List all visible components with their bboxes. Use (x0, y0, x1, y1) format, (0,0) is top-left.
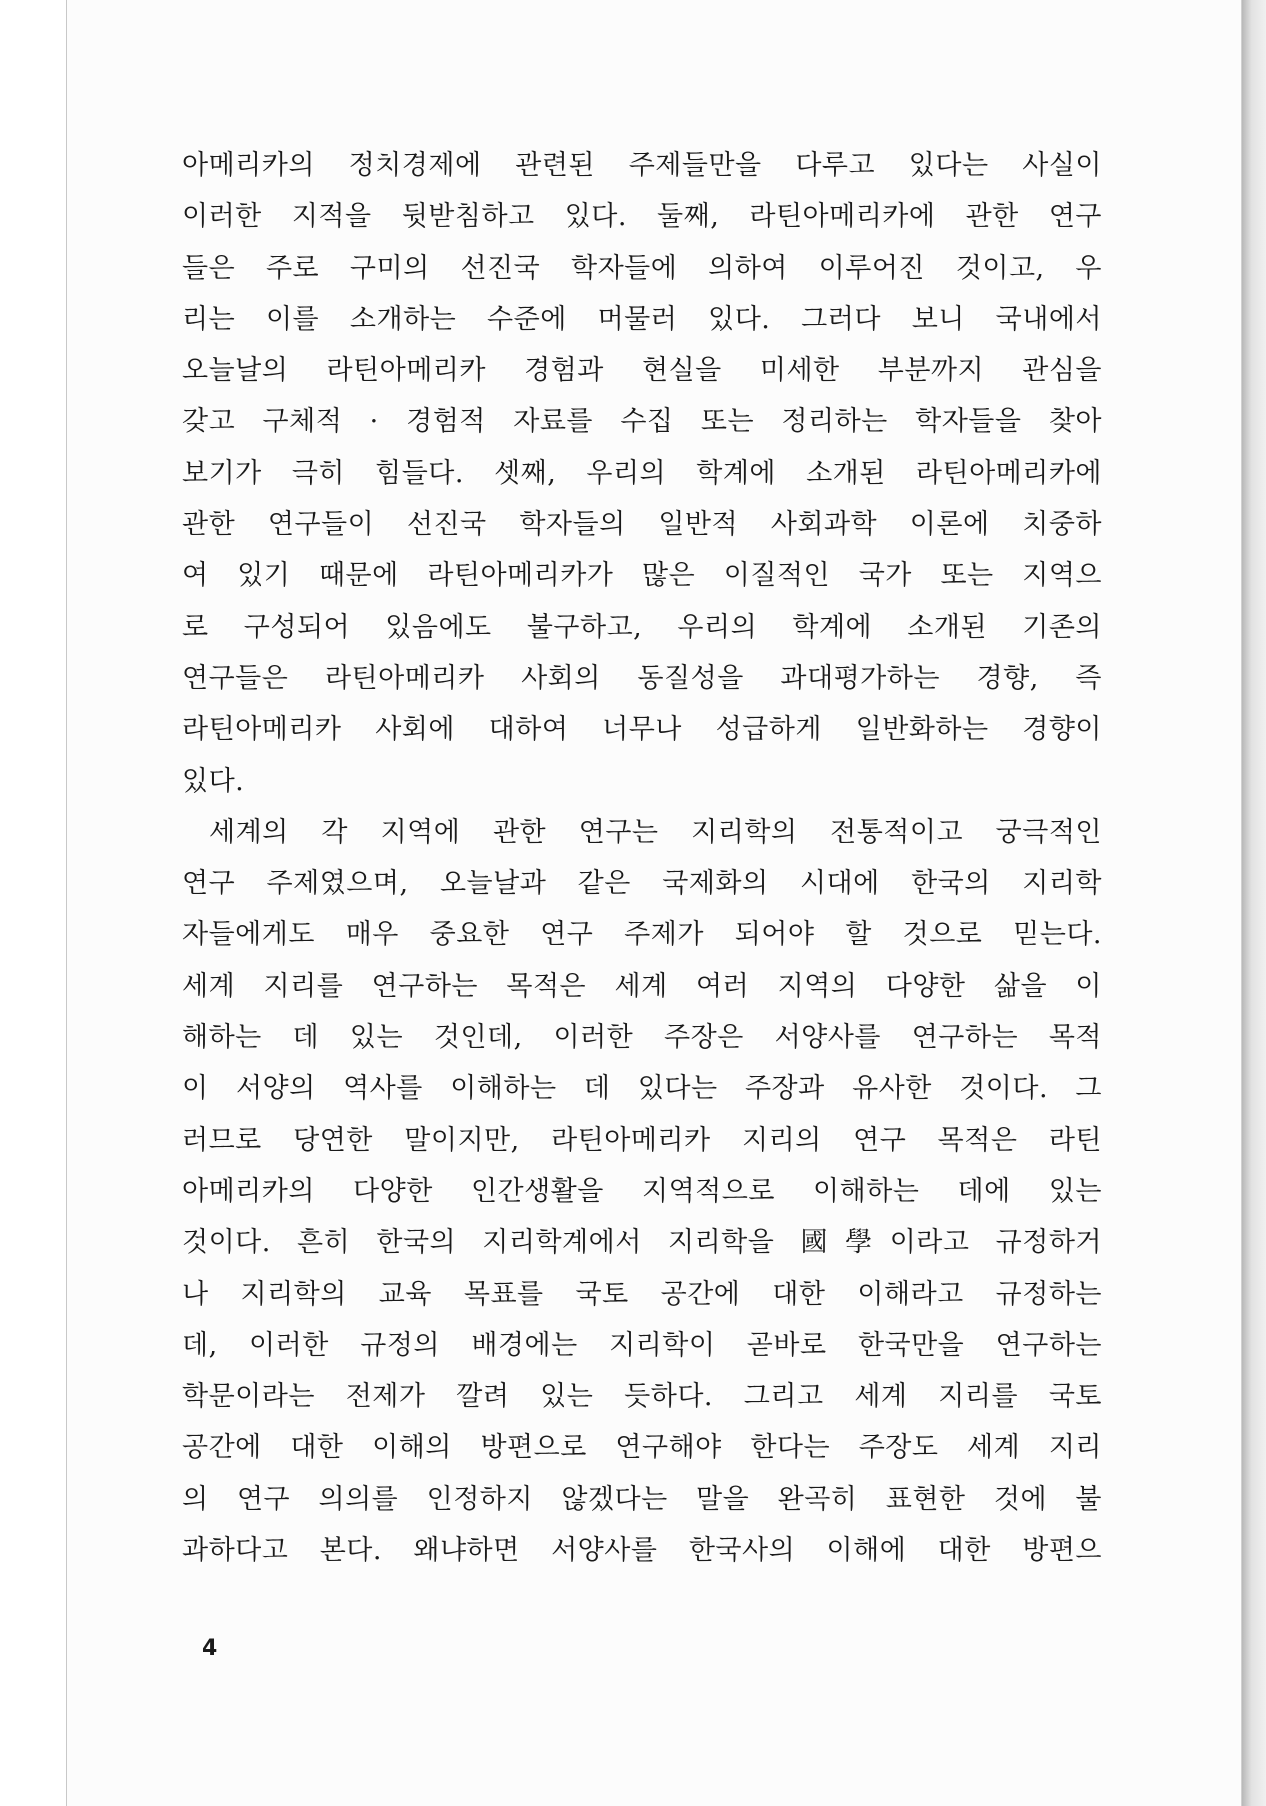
text-line: 로 구성되어 있음에도 불구하고, 우리의 학계에 소개된 기존의 (182, 611, 1102, 643)
text-line: 자들에게도 매우 중요한 연구 주제가 되어야 할 것으로 믿는다. (182, 919, 1102, 951)
paragraph (182, 807, 1102, 1576)
text-line: 이러한 지적을 뒷받침하고 있다. 둘째, 라틴아메리카에 관한 연구 (182, 201, 1102, 233)
text-line: 나 지리학의 교육 목표를 국토 공간에 대한 이해라고 규정하는 (182, 1278, 1102, 1310)
body-text (182, 140, 1102, 1576)
text-line: 학문이라는 전제가 깔려 있는 듯하다. 그리고 세계 지리를 국토 (182, 1381, 1102, 1413)
text-line: 갖고 구체적 · 경험적 자료를 수집 또는 정리하는 학자들을 찾아 (182, 406, 1102, 438)
text-line: 해하는 데 있는 것인데, 이러한 주장은 서양사를 연구하는 목적 (182, 1022, 1102, 1054)
page-number: 4 (202, 1636, 218, 1661)
text-line: 것이다. 흔히 한국의 지리학계에서 지리학을 國學이라고 규정하거 (182, 1227, 1102, 1259)
text-line: 오늘날의 라틴아메리카 경험과 현실을 미세한 부분까지 관심을 (182, 355, 1102, 387)
text-line: 보기가 극히 힘들다. 셋째, 우리의 학계에 소개된 라틴아메리카에 (182, 457, 1102, 489)
text-line: 아메리카의 다양한 인간생활을 지역적으로 이해하는 데에 있는 (182, 1175, 1102, 1207)
text-line: 이 서양의 역사를 이해하는 데 있다는 주장과 유사한 것이다. 그 (182, 1073, 1102, 1105)
text-line: 있다. (182, 765, 245, 797)
text-line: 데, 이러한 규정의 배경에는 지리학이 곧바로 한국만을 연구하는 (182, 1329, 1102, 1361)
text-line: 세계 지리를 연구하는 목적은 세계 여러 지역의 다양한 삶을 이 (182, 970, 1102, 1002)
text-line: 연구들은 라틴아메리카 사회의 동질성을 과대평가하는 경향, 즉 (182, 662, 1102, 694)
viewer-left-margin (0, 0, 66, 1806)
page-edge-shadow (1242, 0, 1266, 1806)
text-line: 라틴아메리카 사회에 대하여 너무나 성급하게 일반화하는 경향이 (182, 714, 1102, 746)
text-line: 관한 연구들이 선진국 학자들의 일반적 사회과학 이론에 치중하 (182, 509, 1102, 541)
text-line: 아메리카의 정치경제에 관련된 주제들만을 다루고 있다는 사실이 (182, 150, 1102, 181)
text-line: 러므로 당연한 말이지만, 라틴아메리카 지리의 연구 목적은 라틴 (182, 1124, 1102, 1156)
text-line: 과하다고 본다. 왜냐하면 서양사를 한국사의 이해에 대한 방편으 (182, 1535, 1102, 1567)
text-line: 여 있기 때문에 라틴아메리카가 많은 이질적인 국가 또는 지역으 (182, 560, 1102, 592)
text-line: 연구 주제였으며, 오늘날과 같은 국제화의 시대에 한국의 지리학 (182, 868, 1102, 900)
text-line: 세계의 각 지역에 관한 연구는 지리학의 전통적이고 궁극적인 (209, 816, 1102, 848)
text-line: 공간에 대한 이해의 방편으로 연구해야 한다는 주장도 세계 지리 (182, 1432, 1102, 1464)
text-line: 의 연구 의의를 인정하지 않겠다는 말을 완곡히 표현한 것에 불 (182, 1483, 1102, 1515)
text-line: 리는 이를 소개하는 수준에 머물러 있다. 그러다 보니 국내에서 (182, 303, 1102, 335)
text-line: 들은 주로 구미의 선진국 학자들에 의하여 이루어진 것이고, 우 (182, 252, 1102, 284)
paragraph (182, 140, 1102, 807)
